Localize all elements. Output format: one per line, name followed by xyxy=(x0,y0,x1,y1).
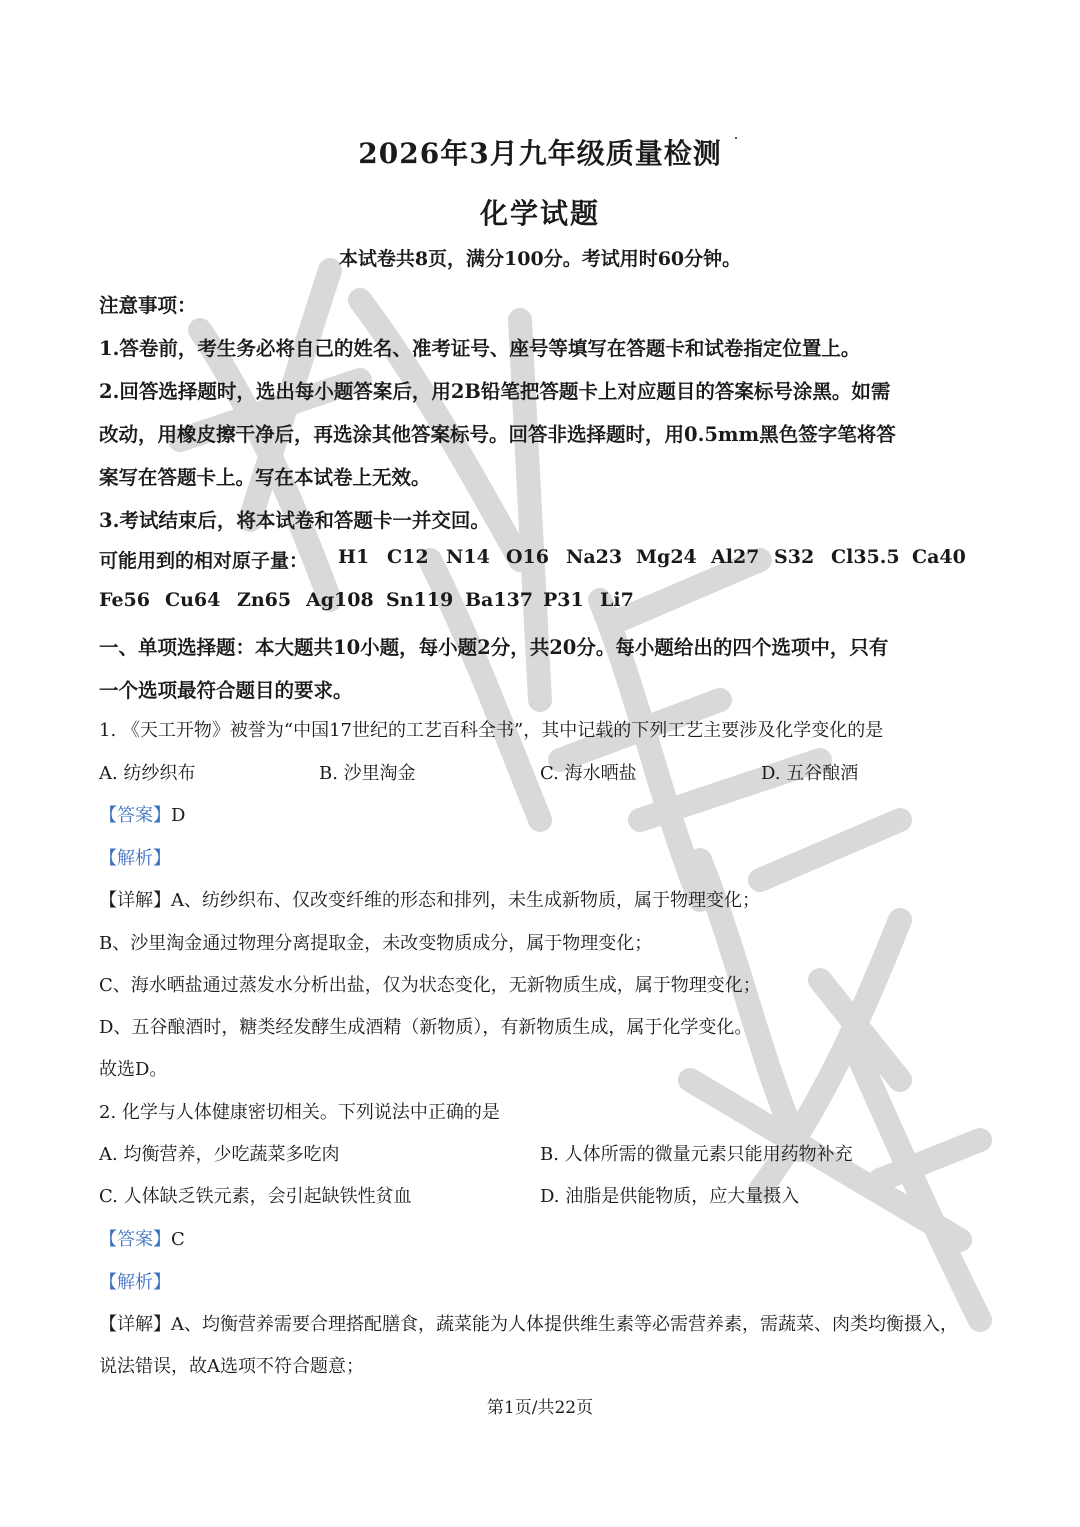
exam-info: 本试卷共8页，满分100分。考试用时60分钟。 xyxy=(338,248,742,270)
atomic-mass-item: O16 xyxy=(506,546,549,568)
atomic-mass-item: Ba137 xyxy=(465,589,534,611)
option-d: D. 油脂是供能物质，应大量摄入 xyxy=(540,1186,800,1207)
question-1-stem: 1. 《天工开物》被誉为“中国17世纪的工艺百科全书”，其中记载的下列工艺主要涉及化学变化的是 xyxy=(99,720,884,741)
question-2-options-row-1 xyxy=(0,1140,1080,1168)
detail-text: A、纺纱织布、仅改变纤维的形态和排列，未生成新物质，属于物理变化； xyxy=(171,890,760,911)
question-1-detail-line-1 xyxy=(99,886,760,912)
atomic-mass-item: Li7 xyxy=(600,589,634,611)
note-item-2-line-1: 2.回答选择题时，选出每小题答案后，用2B铅笔把答题卡上对应题目的答案标号涂黑。如需 xyxy=(99,380,891,403)
question-1-detail-line-3: C、海水晒盐通过蒸发水分析出盐，仅为状态变化，无新物质生成，属于物理变化； xyxy=(99,975,761,996)
option-b: B. 人体所需的微量元素只能用药物补充 xyxy=(540,1144,853,1165)
option-d: D. 五谷酿酒 xyxy=(761,763,859,784)
question-2-options-row-2 xyxy=(0,1182,1080,1210)
exam-title: 2026年3月九年级质量检测 xyxy=(358,137,722,170)
notes-heading: 注意事项： xyxy=(99,294,197,317)
section-1-heading-line-2: 一个选项最符合题目的要求。 xyxy=(99,679,353,702)
section-1-heading-line-1: 一、单项选择题：本大题共10小题，每小题2分，共20分。每小题给出的四个选项中，只有 xyxy=(99,636,889,659)
question-1-detail-line-2: B、沙里淘金通过物理分离提取金，未改变物质成分，属于物理变化； xyxy=(99,933,653,954)
atomic-mass-item: C12 xyxy=(387,546,429,568)
answer-tag: 【答案】 xyxy=(99,805,171,826)
note-item-3: 3.考试结束后，将本试卷和答题卡一并交回。 xyxy=(99,509,490,532)
note-item-2-line-2: 改动，用橡皮擦干净后，再选涂其他答案标号。回答非选择题时，用0.5mm黑色签字笔将答 xyxy=(99,423,896,446)
answer-value: C xyxy=(171,1229,185,1250)
atomic-mass-item: Cl35.5 xyxy=(831,546,900,568)
question-1-analysis-tag: 【解析】 xyxy=(99,848,171,869)
atomic-mass-item: Ca40 xyxy=(912,546,966,568)
atomic-mass-item: Mg24 xyxy=(636,546,697,568)
atomic-mass-row-1 xyxy=(0,546,1080,576)
question-2-stem: 2. 化学与人体健康密切相关。下列说法中正确的是 xyxy=(99,1102,500,1123)
option-b: B. 沙里淘金 xyxy=(319,763,416,784)
atomic-mass-item: Zn65 xyxy=(237,589,292,611)
detail-tag: 【详解】 xyxy=(99,1314,171,1335)
note-item-2-line-3: 案写在答题卡上。写在本试卷上无效。 xyxy=(99,466,431,489)
option-a: A. 纺纱织布 xyxy=(99,763,196,784)
detail-tag: 【详解】 xyxy=(99,890,171,911)
option-c: C. 人体缺乏铁元素，会引起缺铁性贫血 xyxy=(99,1186,412,1207)
page-footer: 第1页/共22页 xyxy=(486,1398,594,1418)
detail-text: A、均衡营养需要合理搭配膳食，蔬菜能为人体提供维生素等必需营养素，需蔬菜、肉类均衡摄入， xyxy=(171,1314,958,1335)
atomic-mass-item: S32 xyxy=(774,546,815,568)
question-1-conclusion: 故选D。 xyxy=(99,1059,168,1080)
atomic-mass-label: 可能用到的相对原子量： xyxy=(99,550,309,572)
question-2-detail-line-2: 说法错误，故A选项不符合题意； xyxy=(99,1356,364,1377)
answer-value: D xyxy=(171,805,186,826)
answer-tag: 【答案】 xyxy=(99,1229,171,1250)
option-c: C. 海水晒盐 xyxy=(540,763,637,784)
atomic-mass-item: Ag108 xyxy=(306,589,374,611)
atomic-mass-item: H1 xyxy=(338,546,370,568)
atomic-mass-item: N14 xyxy=(446,546,490,568)
atomic-mass-item: Na23 xyxy=(566,546,623,568)
question-1-answer xyxy=(99,801,185,827)
atomic-mass-item: Al27 xyxy=(711,546,760,568)
question-2-answer xyxy=(99,1225,185,1251)
option-a: A. 均衡营养，少吃蔬菜多吃肉 xyxy=(99,1144,340,1165)
atomic-mass-item: Fe56 xyxy=(99,589,150,611)
question-2-detail-line-1 xyxy=(99,1310,958,1336)
atomic-mass-row-2 xyxy=(0,589,1080,619)
question-1-options xyxy=(0,759,1080,787)
atomic-mass-item: P31 xyxy=(543,589,584,611)
atomic-mass-item: Sn119 xyxy=(386,589,454,611)
question-1-detail-line-4: D、五谷酿酒时，糖类经发酵生成酒精（新物质），有新物质生成，属于化学变化。 xyxy=(99,1017,753,1038)
question-2-analysis-tag: 【解析】 xyxy=(99,1272,171,1293)
note-item-1: 1.答卷前，考生务必将自己的姓名、准考证号、座号等填写在答题卡和试卷指定位置上。 xyxy=(99,337,861,360)
subject-title: 化学试题 xyxy=(479,197,600,230)
atomic-mass-item: Cu64 xyxy=(165,589,221,611)
